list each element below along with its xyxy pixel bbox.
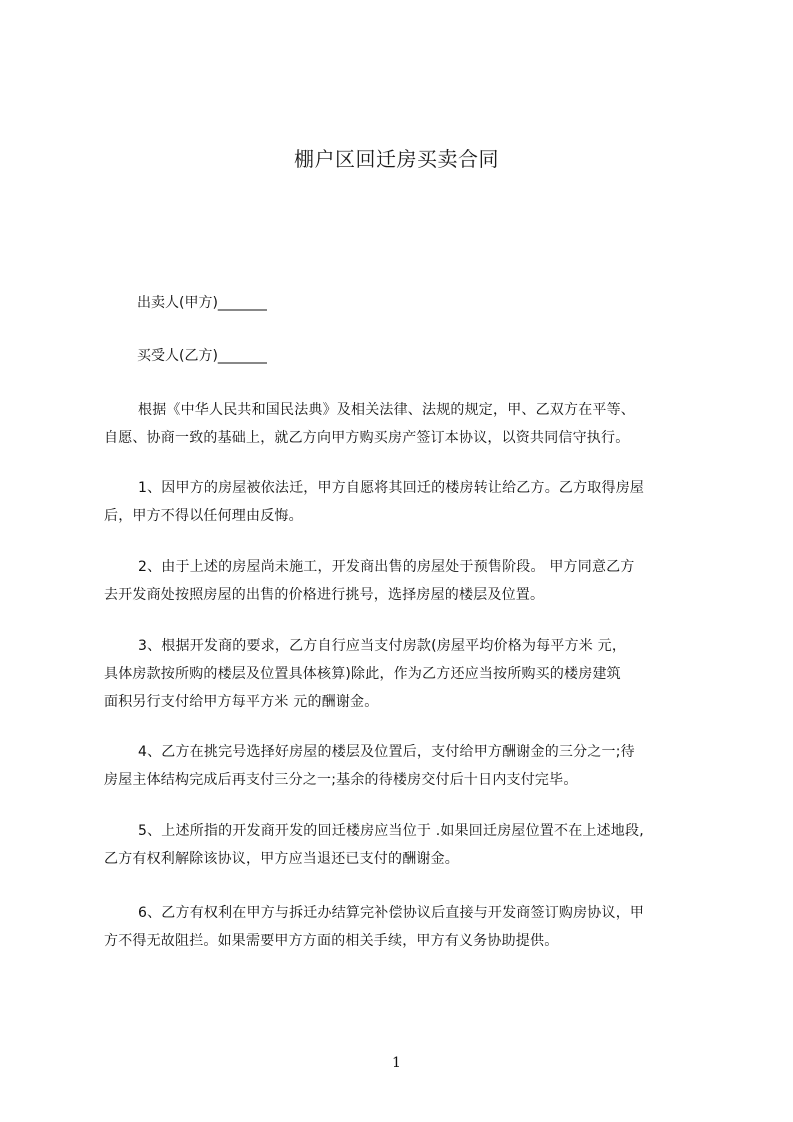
text-line: 2、由于上述的房屋尚未施工，开发商出售的房屋处于预售阶段。 甲方同意乙方	[138, 559, 635, 575]
text-line: 后，甲方不得以任何理由反悔。	[104, 508, 303, 524]
text-line: 自愿、协商一致的基础上，就乙方向甲方购买房产签订本协议，以资共同信守执行。	[104, 430, 630, 446]
text-line: 乙方有权利解除该协议，甲方应当退还已支付的酬谢金。	[104, 851, 459, 867]
text-line: 1、因甲方的房屋被依法迁，甲方自愿将其回迁的楼房转让给乙方。乙方取得房屋	[138, 480, 645, 496]
document-title: 棚户区回迁房买卖合同	[294, 147, 499, 171]
text-line: 房屋主体结构完成后再支付三分之一;基余的待楼房交付后十日内支付完毕。	[104, 772, 578, 788]
seller-line: 出卖人(甲方)_______	[137, 295, 267, 311]
text-line: 6、乙方有权利在甲方与拆迁办结算完补偿协议后直接与开发商签订购房协议，甲	[138, 905, 645, 921]
preamble-paragraph	[104, 396, 724, 452]
text-line: 根据《中华人民共和国民法典》及相关法律、法规的规定，甲、乙双方在平等、	[138, 402, 635, 418]
clause-2	[104, 553, 724, 609]
text-line: 面积另行支付给甲方每平方米 元的酬谢金。	[104, 694, 379, 710]
text-line: 3、根据开发商的要求，乙方自行应当支付房款(房屋平均价格为每平方米 元，	[138, 638, 627, 654]
buyer-line: 买受人(乙方)_______	[137, 348, 267, 364]
page-number: 1	[392, 1055, 401, 1071]
clause-5	[104, 817, 724, 873]
text-line: 5、上述所指的开发商开发的回迁楼房应当位于 .如果回迁房屋位置不在上述地段,	[138, 823, 644, 839]
clause-1	[104, 474, 724, 530]
text-line: 4、乙方在挑完号选择好房屋的楼层及位置后，支付给甲方酬谢金的三分之一;待	[138, 744, 635, 760]
clause-3	[104, 632, 724, 716]
clause-6	[104, 899, 724, 955]
text-line: 方不得无故阻拦。如果需要甲方方面的相关手续，甲方有义务协助提供。	[104, 933, 559, 949]
text-line: 去开发商处按照房屋的出售的价格进行挑号，选择房屋的楼层及位置。	[104, 587, 545, 603]
clause-4	[104, 738, 724, 794]
text-line: 具体房款按所购的楼层及位置具体核算)除此，作为乙方还应当按所购买的楼房建筑	[104, 666, 621, 682]
